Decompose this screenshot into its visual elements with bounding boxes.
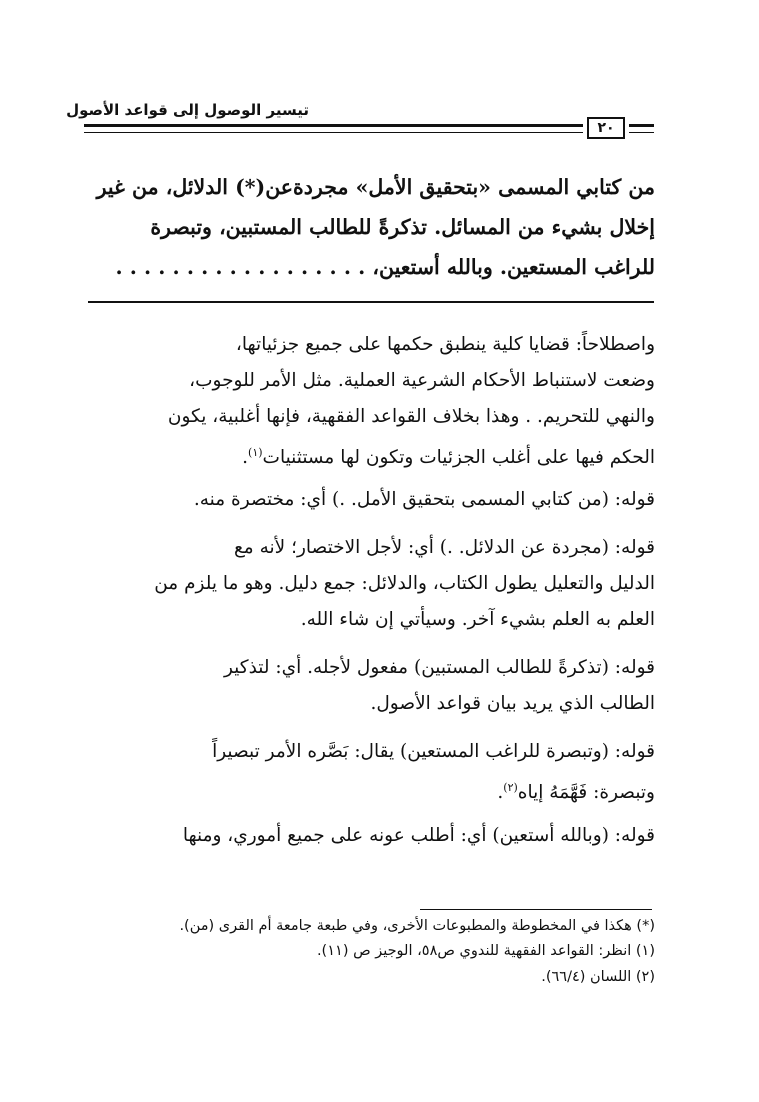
header-rule-thin (84, 132, 583, 133)
footnote-1: (١) انظر: القواعد الفقهية للندوي ص٥٨، الوجيز ص (١١). (316, 943, 655, 959)
body-line-1: واصطلاحاً: قضايا كلية ينطبق حكمها على جميع جزئياتها، (235, 334, 655, 355)
body-line-7: الدليل والتعليل يطول الكتاب، والدلائل: جمع دليل. وهو ما يلزم من (154, 573, 655, 594)
body-line-11: قوله: (وتبصرة للراغب المستعين) يقال: بَصَّره الأمر تبصيراً (212, 741, 655, 762)
page-number: ٢٠ (587, 117, 625, 139)
footnote-ref-2: (٢) (503, 781, 518, 794)
body-line-2: وضعت لاستنباط الأحكام الشرعية العملية. مثل الأمر للوجوب، (189, 370, 655, 391)
matn-line-1: من كتابي المسمى «بتحقيق الأمل» مجردةعن(*) الدلائل، من غير (96, 175, 655, 199)
body-line-4-text: الحكم فيها على أغلب الجزئيات وتكون لها مستثنيات (262, 447, 655, 469)
header-rule-thick (84, 124, 583, 127)
footnote-ref-1: (١) (248, 446, 263, 459)
body-line-13: قوله: (وبالله أستعين) أي: أطلب عونه على جميع أموري، ومنها (182, 825, 655, 846)
body-line-12-text: وتبصرة: فَهَّمَهُ إياه (517, 782, 655, 804)
body-line-6: قوله: (مجردة عن الدلائل. .) أي: لأجل الاختصار؛ لأنه مع (233, 537, 655, 558)
body-line-3: والنهي للتحريم. . وهذا بخلاف القواعد الفقهية، فإنها أغلبية، يكون (167, 406, 655, 427)
header-rule-short (629, 124, 654, 127)
body-line-5: قوله: (من كتابي المسمى بتحقيق الأمل. .) أي: مختصرة منه. (193, 489, 655, 510)
header-rule-short-thin (629, 132, 654, 133)
footnote-2: (٢) اللسان (٦٦/٤). (541, 969, 655, 985)
body-line-12-period: . (497, 782, 504, 804)
matn-line-2: إخلال بشيء من المسائل. تذكرةً للطالب المستبين، وتبصرة (150, 215, 655, 239)
running-header-title: تيسير الوصول إلى قواعد الأصول (66, 101, 309, 119)
body-line-10: الطالب الذي يريد بيان قواعد الأصول. (370, 693, 655, 714)
body-line-4 (85, 436, 655, 470)
body-line-12 (85, 771, 655, 805)
section-separator (88, 301, 654, 303)
matn-line-3: للراغب المستعين. وبالله أستعين، . . . . . . . . . . . . . . . . . . (115, 255, 655, 279)
body-line-9: قوله: (تذكرةً للطالب المستبين) مفعول لأجله. أي: لتذكير (223, 657, 655, 678)
footnote-rule (420, 909, 652, 910)
body-line-4-period: . (242, 447, 249, 469)
body-line-8: العلم به العلم بشيء آخر. وسيأتي إن شاء الله. (300, 609, 655, 630)
footnote-star: (*) هكذا في المخطوطة والمطبوعات الأخرى، وفي طبعة جامعة أم القرى (من). (179, 918, 655, 934)
